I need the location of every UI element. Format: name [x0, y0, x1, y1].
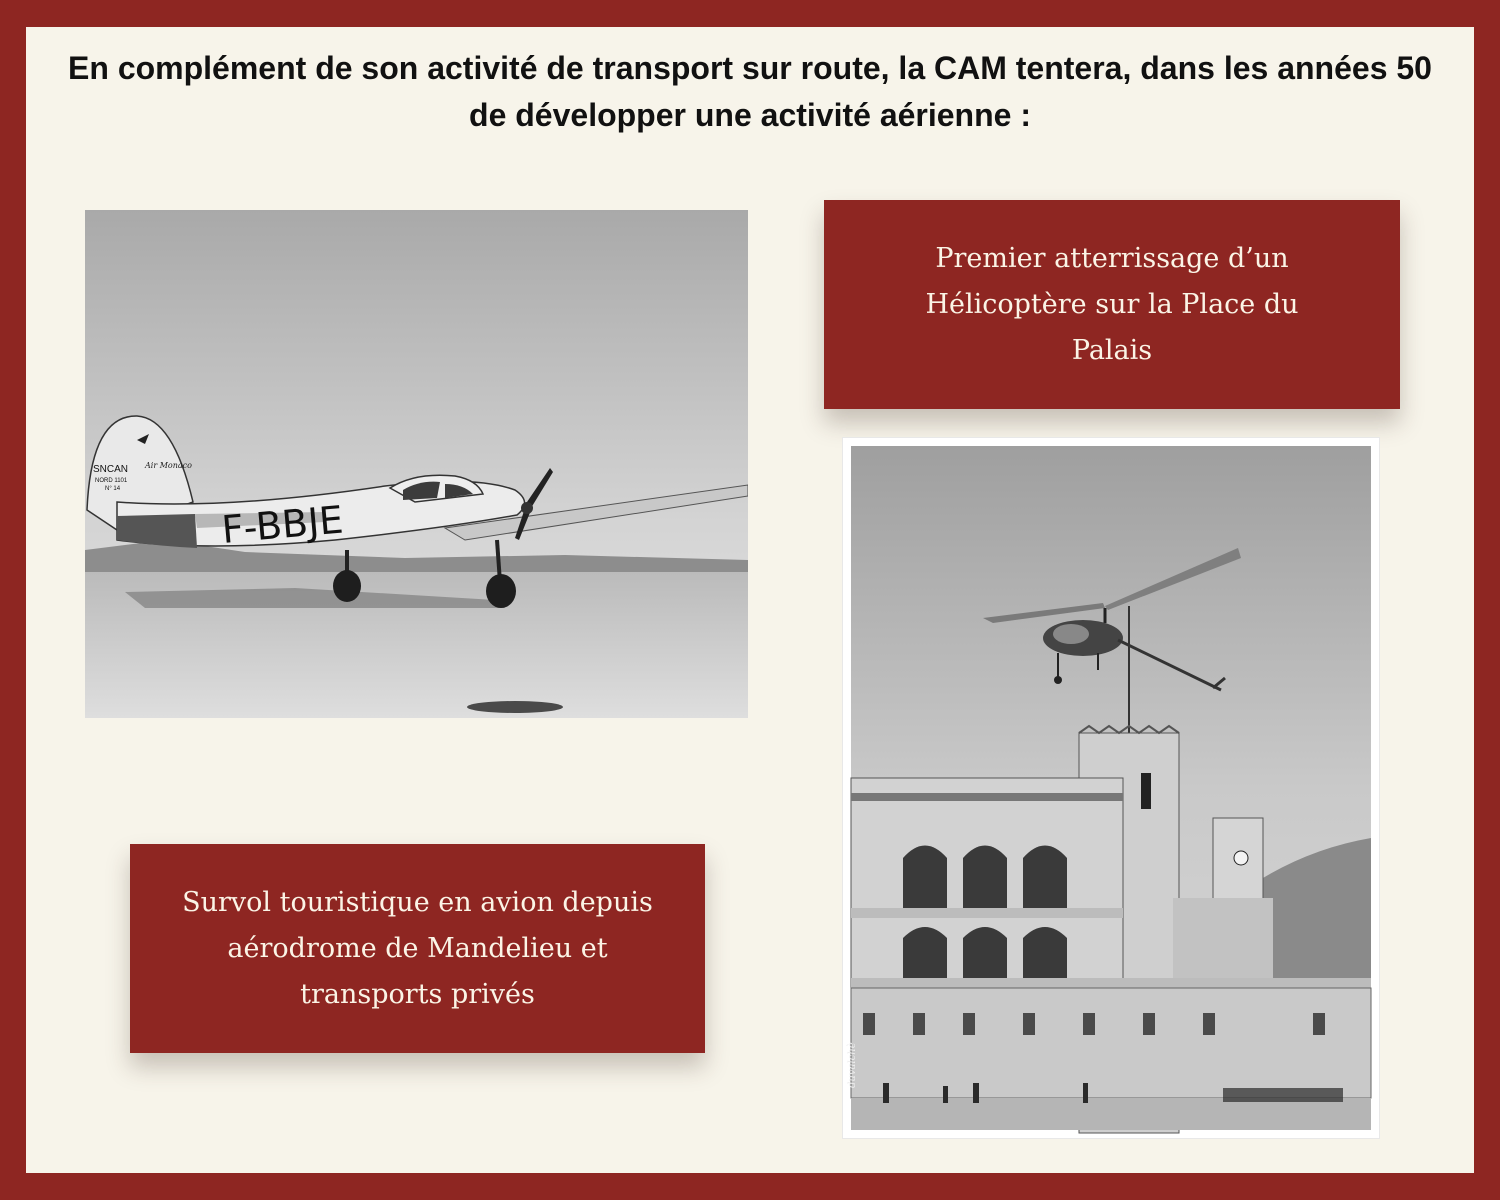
photo-signature-text: duvalchè [847, 1042, 858, 1088]
helicopter-caption-text: Premier atterrissage d’un Hélicoptère sur la Place du Palais [925, 242, 1299, 366]
airplane-photo [85, 210, 748, 718]
tail-text-line-1: SNCAN [93, 464, 129, 475]
plane-caption-box [130, 844, 705, 1053]
helicopter-palace-photo [843, 438, 1379, 1138]
fuselage-script-text: Air Monaco [145, 461, 192, 470]
plane-caption-text: Survol touristique en avion depuis aérodrome de Mandelieu et transports privés [182, 886, 653, 1010]
headline: En complément de son activité de transport sur route, la CAM tentera, dans les années 50 de développer une activité aérienne : [68, 50, 1432, 133]
helicopter-caption-box [824, 200, 1400, 409]
tail-text-line-3: N° 14 [105, 486, 121, 492]
content-panel [26, 27, 1474, 1173]
tail-text-line-2: NORD 1101 [95, 478, 128, 484]
registration-text: F-BBJE [219, 497, 345, 552]
